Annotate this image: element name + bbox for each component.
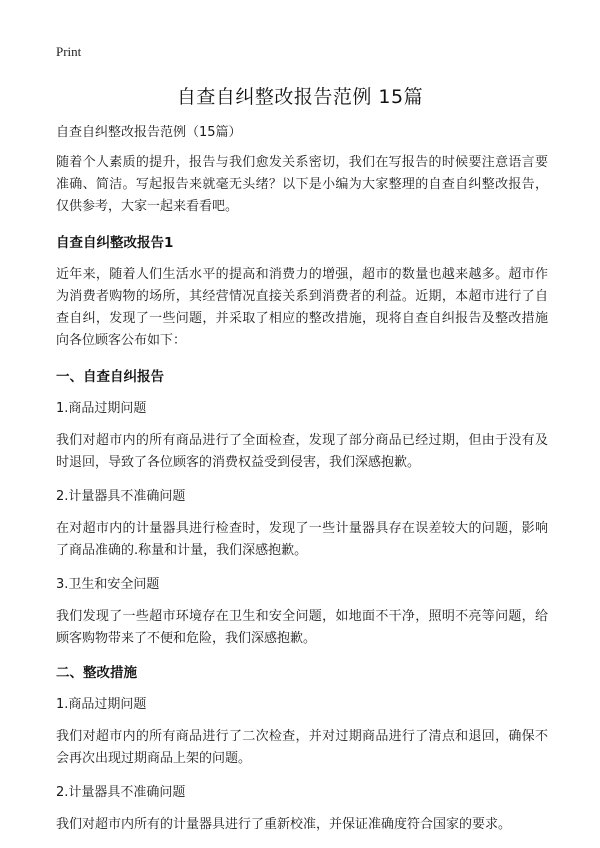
print-label: Print: [56, 44, 82, 59]
item-paragraph: 我们对超市内所有的计量器具进行了重新校准，并保证准确度符合国家的要求。: [56, 817, 512, 832]
page-title: 自查自纠整改报告范例 15篇: [176, 86, 424, 108]
item-label: 2.计量器具不准确问题: [56, 489, 186, 504]
section-heading-rectification: 二、整改措施: [56, 665, 137, 681]
item-label: 3.卫生和安全问题: [56, 577, 160, 592]
item-label: 2.计量器具不准确问题: [56, 785, 186, 800]
report-intro-paragraph: 近年来，随着人们生活水平的提高和消费力的增强，超市的数量也越来越多。超市作为消费者购物的场所，其经营情况直接关系到消费者的利益。近期，本超市进行了自查自纠，发现了一些问题，并采取了相应的整改措施，现将自查自纠报告及整改措施向各位顾客公布如下：: [56, 267, 548, 348]
document-body: [56, 122, 548, 848]
item-label: 1.商品过期问题: [56, 401, 147, 416]
item-paragraph: 我们对超市内的所有商品进行了全面检查，发现了部分商品已经过期，但由于没有及时退回，导致了各位顾客的消费权益受到侵害，我们深感抱歉。: [56, 433, 548, 470]
item-label: 1.商品过期问题: [56, 697, 147, 712]
report-heading: 自查自纠整改报告1: [56, 235, 174, 251]
item-paragraph: 我们对超市内的所有商品进行了二次检查，并对过期商品进行了清点和退回，确保不会再次出现过期商品上架的问题。: [56, 729, 548, 766]
intro-paragraph: 随着个人素质的提升，报告与我们愈发关系密切，我们在写报告的时候要注意语言要准确、简洁。写起报告来就毫无头绪？以下是小编为大家整理的自查自纠整改报告，仅供参考，大家一起来看看吧。: [56, 155, 548, 214]
section-heading-self-inspection: 一、自查自纠报告: [56, 369, 164, 385]
item-paragraph: 在对超市内的计量器具进行检查时，发现了一些计量器具存在误差较大的问题，影响了商品准确的.称量和计量，我们深感抱歉。: [56, 521, 548, 558]
item-paragraph: 我们发现了一些超市环境存在卫生和安全问题，如地面不干净，照明不亮等问题，给顾客购物带来了不便和危险，我们深感抱歉。: [56, 609, 548, 646]
document-subtitle: 自查自纠整改报告范例（15篇）: [56, 125, 242, 140]
